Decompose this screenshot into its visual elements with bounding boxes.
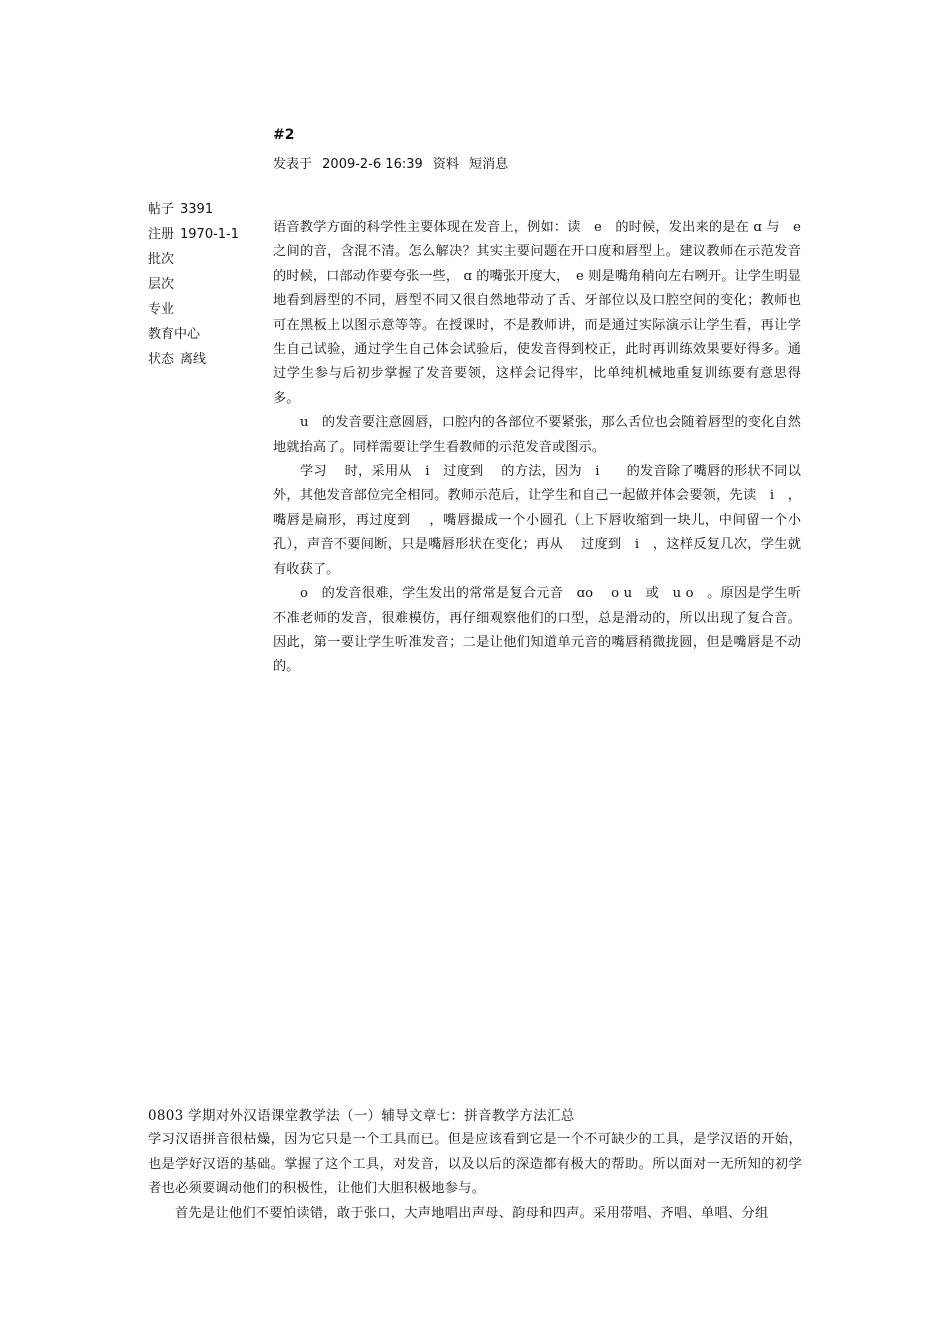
post-paragraph: 学习 时，采用从 i 过度到 的方法，因为 i 的发音除了嘴唇的形状不同以外，其他发音部位完全相同。教师示范后，让学生和自己一起做并体会要领，先读 i ，嘴唇是扁形，再过度到 ，嘴唇撮成一个小圆孔（上下唇收缩到一块儿，中间留一个小孔），声音不要间断，只是嘴唇形状在变化；再从 过度到 i ，这样反复几次，学生就有收获了。 bbox=[273, 464, 801, 577]
user-status-label: 状态 bbox=[148, 352, 175, 367]
article-paragraph: 学习汉语拼音很枯燥，因为它只是一个工具而已。但是应该看到它是一个不可缺少的工具，是学汉语的开始，也是学好汉语的基础。掌握了这个工具，对发音，以及以后的深造都有极大的帮助。所以面对一无所知的初学者也必须要调动他们的积极性，让他们大胆积极地参与。 bbox=[148, 1132, 802, 1197]
post-body bbox=[273, 216, 801, 680]
user-level-label: 层次 bbox=[148, 277, 175, 292]
user-batch-label: 批次 bbox=[148, 252, 175, 267]
post-datetime: 2009-2-6 16:39 bbox=[322, 157, 423, 172]
user-level-row bbox=[148, 276, 239, 301]
user-status-row bbox=[148, 351, 239, 376]
user-posts-row bbox=[148, 201, 239, 226]
posted-label: 发表于 bbox=[273, 157, 313, 172]
user-posts-label: 帖子 bbox=[148, 202, 175, 217]
post-paragraph: o 的发音很难，学生发出的常常是复合元音 ɑo o u 或 u o 。原因是学生听不准老师的发音，很难模仿，再仔细观察他们的口型，总是滑动的，所以出现了复合音。因此，第一要让学生听准发音；二是让他们知道单元音的嘴唇稍微拢圆，但是嘴唇是不动的。 bbox=[273, 586, 801, 675]
user-status-value: 离线 bbox=[180, 352, 207, 367]
profile-link[interactable]: 资料 bbox=[432, 157, 459, 172]
user-batch-row bbox=[148, 251, 239, 276]
user-registered-value: 1970-1-1 bbox=[180, 227, 240, 242]
article-paragraph: 首先是让他们不要怕读错，敢于张口，大声地唱出声母、韵母和四声。采用带唱、齐唱、单唱、分组 bbox=[175, 1205, 769, 1221]
user-registered-label: 注册 bbox=[148, 227, 175, 242]
user-major-label: 专业 bbox=[148, 302, 175, 317]
user-info-panel bbox=[148, 201, 239, 376]
user-center-row bbox=[148, 326, 239, 351]
user-registered-row bbox=[148, 226, 239, 251]
user-center-label: 教育中心 bbox=[148, 327, 201, 342]
article bbox=[148, 1104, 802, 1226]
article-title: 0803 学期对外汉语课堂教学法（一）辅导文章七：拼音教学方法汇总 bbox=[148, 1108, 575, 1124]
user-major-row bbox=[148, 301, 239, 326]
post-paragraph: u 的发音要注意圆唇，口腔内的各部位不要紧张，那么舌位也会随着唇型的变化自然地就抬高了。同样需要让学生看教师的示范发音或图示。 bbox=[273, 415, 801, 455]
message-link[interactable]: 短消息 bbox=[469, 157, 509, 172]
post-paragraph: 语音教学方面的科学性主要体现在发音上，例如：读 e 的时候，发出来的是在 ɑ 与 e 之间的音，含混不清。怎么解决？其实主要问题在开口度和唇型上。建议教师在示范发音的时候，口部动作要夸张一些， ɑ 的嘴张开度大， e 则是嘴角稍向左右咧开。让学生明显地看到唇型的不同，唇型不同又很自然地带动了舌、牙部位以及口腔空间的变化；教师也可在黑板上以图示意等等。在授课时，不是教师讲，而是通过实际演示让学生看，再让学生自己试验，通过学生自己体会试验后，使发音得到校正，此时再训练效果要好得多。通过学生参与后初步掌握了发音要领，这样会记得牢，比单纯机械地重复训练要有意思得多。 bbox=[273, 220, 801, 406]
post-meta bbox=[273, 153, 514, 172]
user-posts-value: 3391 bbox=[180, 202, 214, 217]
post-number: #2 bbox=[273, 127, 295, 143]
